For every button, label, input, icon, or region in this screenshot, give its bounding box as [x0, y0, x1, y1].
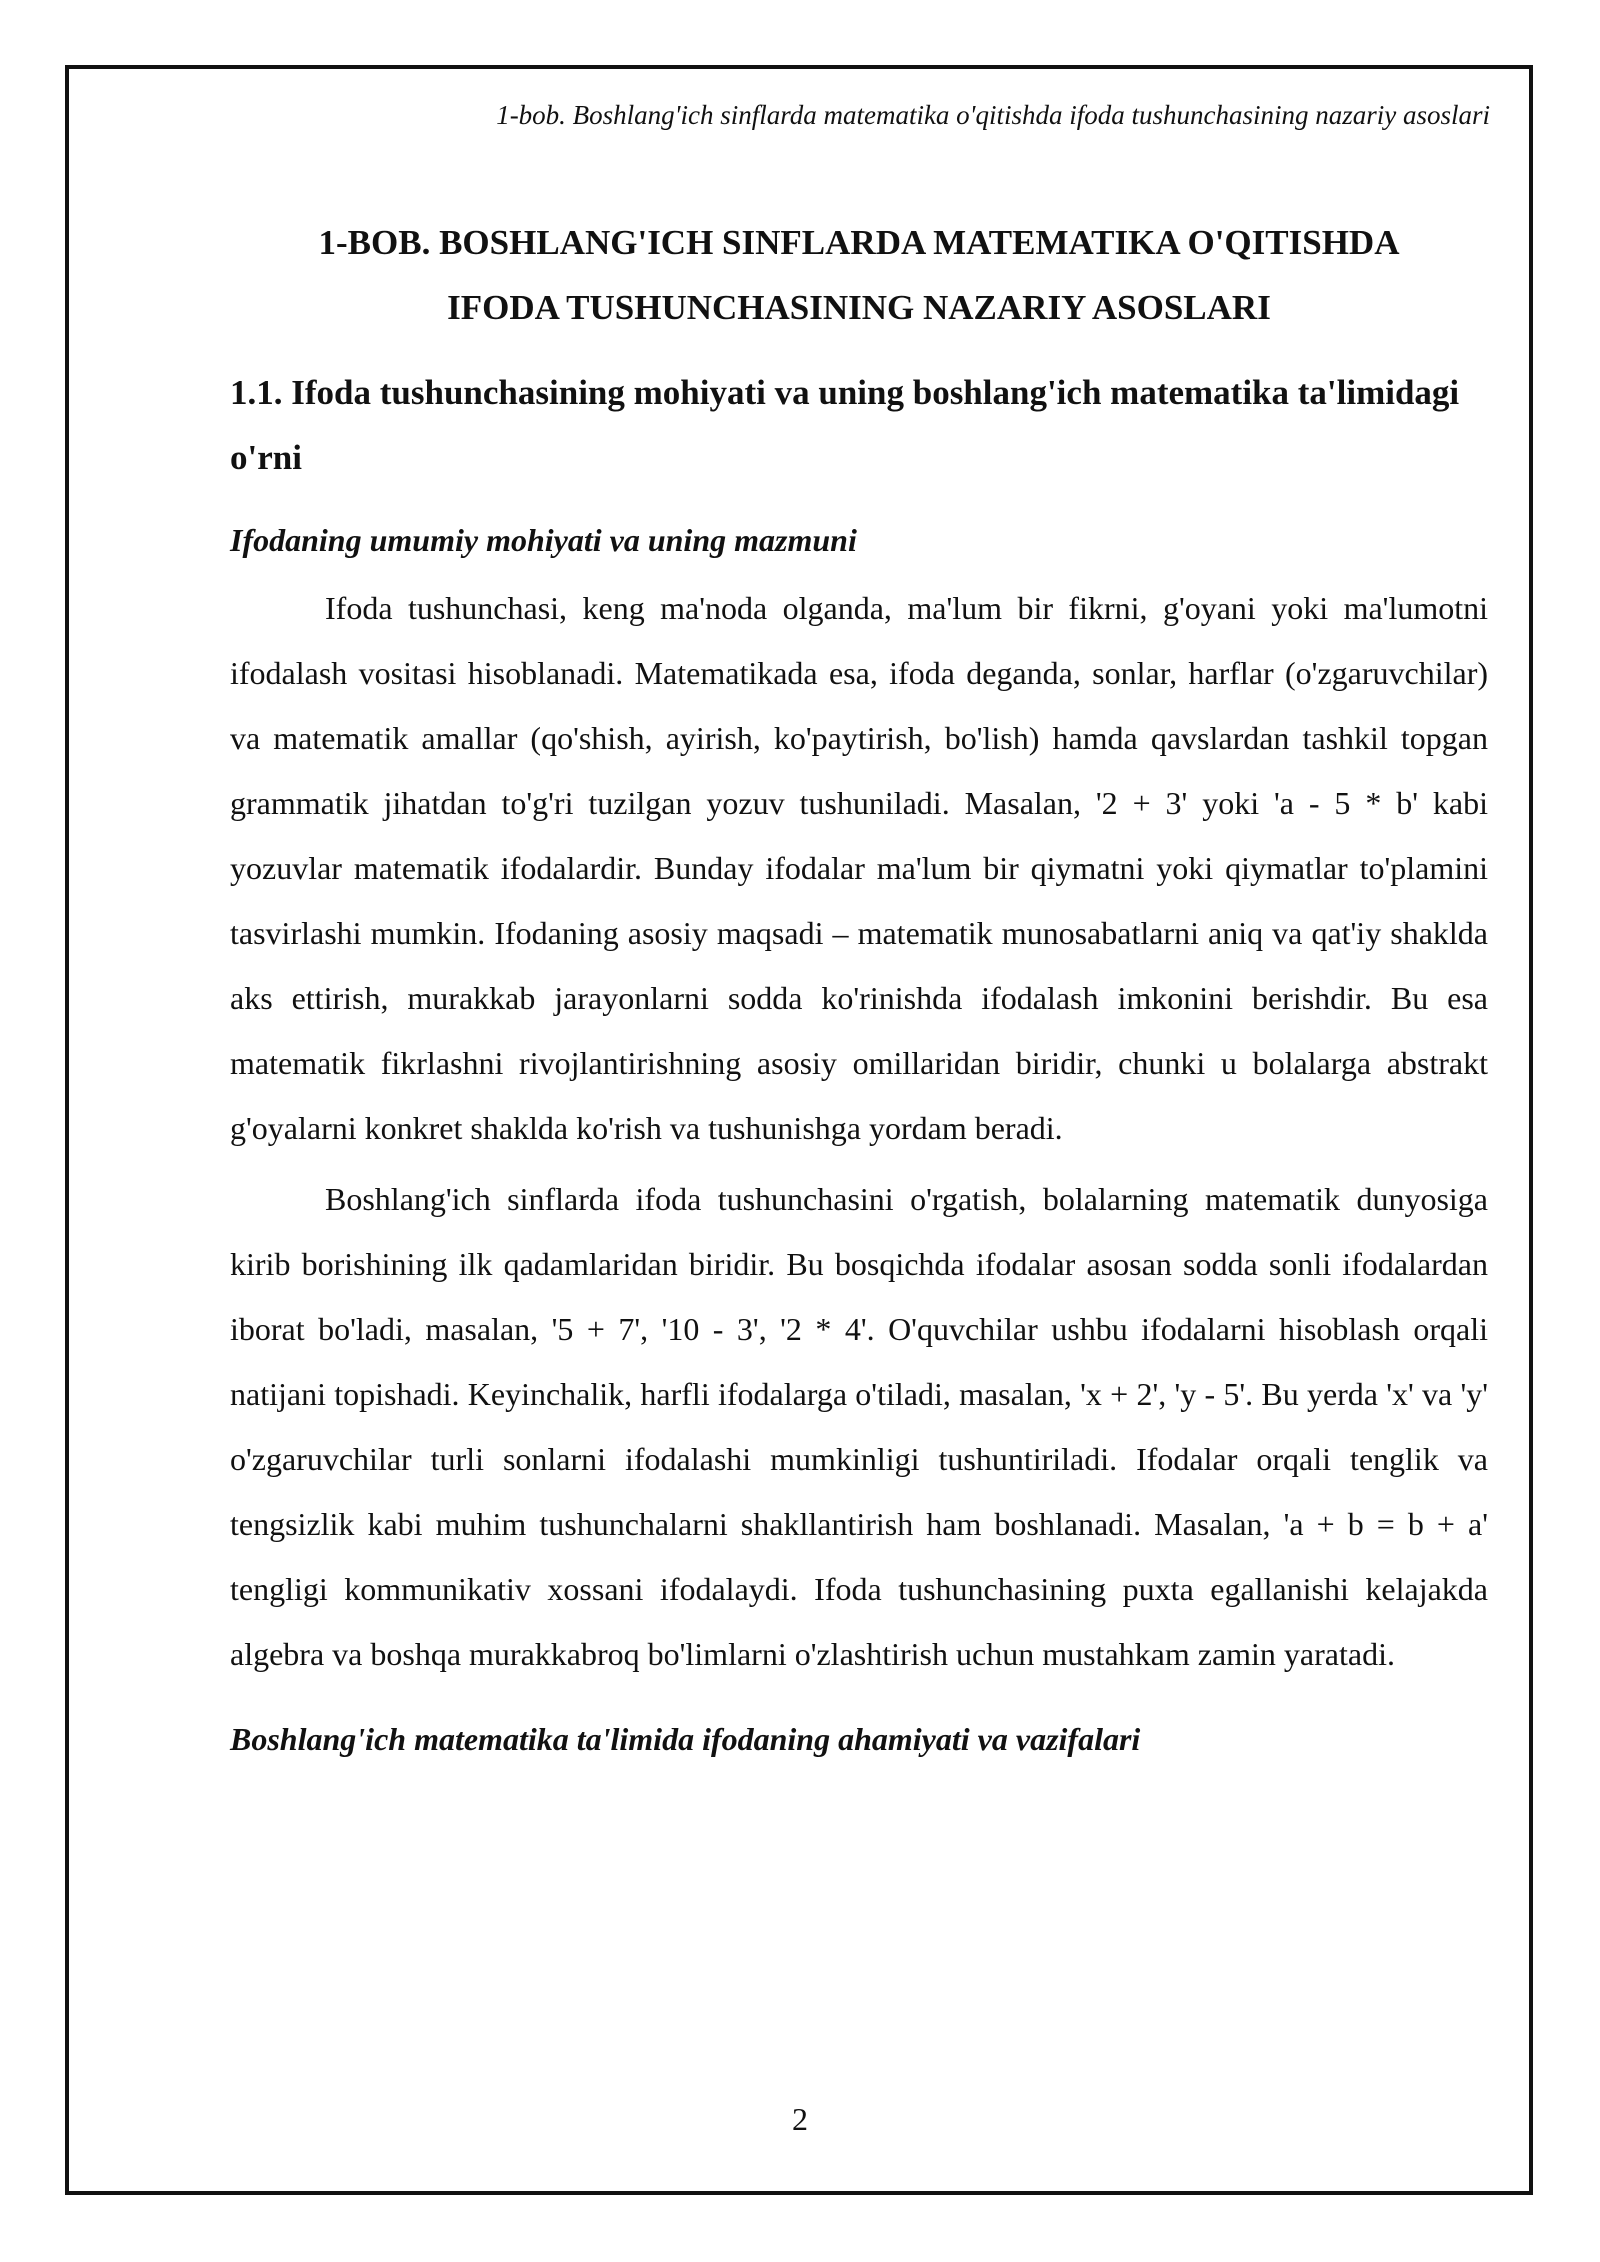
page-content: [230, 210, 1488, 1769]
body-paragraph: Ifoda tushunchasi, keng ma'noda olganda, ma'lum bir fikrni, g'oyani yoki ma'lumotni ifodalash vositasi hisoblanadi. Matematikada esa, ifoda deganda, sonlar, harflar (o'zgaruvchilar) va matematik amallar (qo'shish, ayirish, ko'paytirish, bo'lish) hamda qavslardan tashkil topgan grammatik jihatdan to'g'ri tuzilgan yozuv tushuniladi. Masalan, '2 + 3' yoki 'a - 5 * b' kabi yozuvlar matematik ifodalardir. Bunday ifodalar ma'lum bir qiymatni yoki qiymatlar to'plamini tasvirlashi mumkin. Ifodaning asosiy maqsadi – matematik munosabatlarni aniq va qat'iy shaklda aks ettirish, murakkab jarayonlarni sodda ko'rinishda ifodalash imkonini berishdir. Bu esa matematik fikrlashni rivojlantirishning asosiy omillaridan biridir, chunki u bolalarga abstrakt g'oyalarni konkret shaklda ko'rish va tushunishga yordam beradi.: [230, 590, 1488, 1146]
page-number: 2: [792, 2101, 808, 2137]
subsection-heading: Ifodaning umumiy mohiyati va uning mazmuni: [230, 522, 857, 558]
section-title: 1.1. Ifoda tushunchasining mohiyati va uning boshlang'ich matematika ta'limidagi o'rni: [230, 373, 1460, 477]
running-header: 1-bob. Boshlang'ich sinflarda matematika o'qitishda ifoda tushunchasining nazariy asoslari: [496, 100, 1490, 130]
body-paragraph: Boshlang'ich sinflarda ifoda tushunchasini o'rgatish, bolalarning matematik dunyosiga kirib borishining ilk qadamlaridan biridir. Bu bosqichda ifodalar asosan sodda sonli ifodalardan iborat bo'ladi, masalan, '5 + 7', '10 - 3', '2 * 4'. O'quvchilar ushbu ifodalarni hisoblash orqali natijani topishadi. Keyinchalik, harfli ifodalarga o'tiladi, masalan, 'x + 2', 'y - 5'. Bu yerda 'x' va 'y' o'zgaruvchilar turli sonlarni ifodalashi mumkinligi tushuntiriladi. Ifodalar orqali tenglik va tengsizlik kabi muhim tushunchalarni shakllantirish ham boshlanadi. Masalan, 'a + b = b + a' tengligi kommunikativ xossani ifodalaydi. Ifoda tushunchasining puxta egallanishi kelajakda algebra va boshqa murakkabroq bo'limlarni o'zlashtirish uchun mustahkam zamin yaratadi.: [230, 1181, 1488, 1672]
subsection-heading: Boshlang'ich matematika ta'limida ifodaning ahamiyati va vazifalari: [230, 1721, 1141, 1757]
chapter-title-line-1: 1-BOB. BOSHLANG'ICH SINFLARDA MATEMATIKA O'QITISHDA: [318, 223, 1400, 262]
chapter-title: [230, 210, 1488, 340]
chapter-title-line-2: IFODA TUSHUNCHASINING NAZARIY ASOSLARI: [447, 288, 1271, 327]
